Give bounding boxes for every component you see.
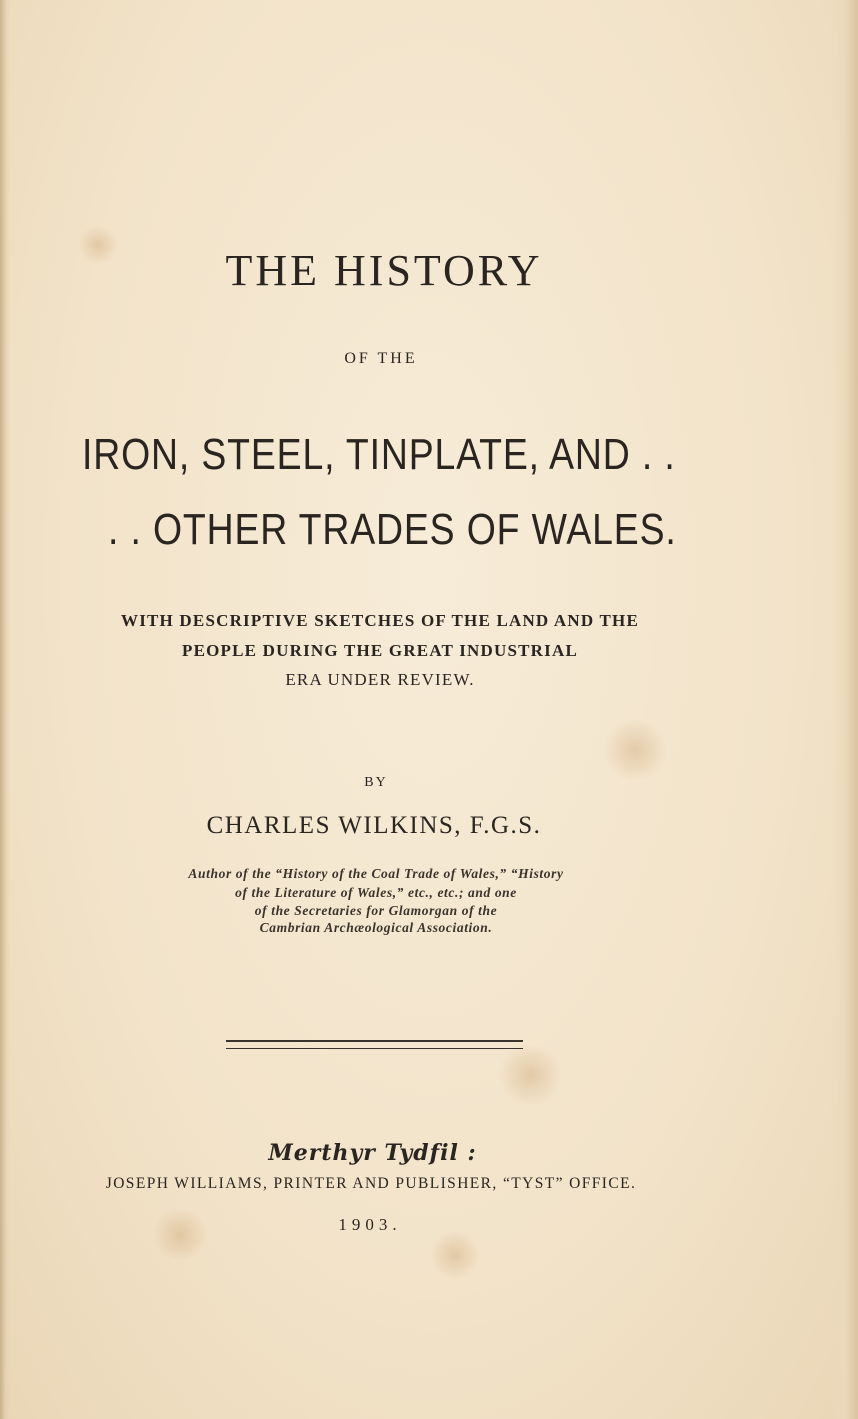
author-credentials-line-3: of the Secretaries for Glamorgan of the	[254, 903, 498, 918]
imprint-printer: JOSEPH WILLIAMS, PRINTER AND PUBLISHER, “TYST” OFFICE.	[105, 1175, 637, 1192]
foxing-spot	[495, 1045, 565, 1105]
by-label: BY	[364, 775, 388, 790]
imprint-place: Merthyr Tydfil :	[268, 1140, 477, 1166]
page-edge-right	[832, 0, 858, 1419]
author-name: CHARLES WILKINS, F.G.S.	[206, 812, 542, 839]
title-connector: OF THE	[344, 350, 418, 367]
subject-line-1: IRON, STEEL, TINPLATE, AND . .	[82, 430, 676, 479]
author-credentials-line-4: Cambrian Archæological Association.	[259, 920, 493, 935]
book-title: THE HISTORY	[225, 246, 543, 295]
double-rule-divider	[226, 1040, 523, 1049]
foxing-spot	[600, 720, 670, 780]
author-credentials-line-2: of the Literature of Wales,” etc., etc.; and one	[235, 885, 517, 900]
description-line-2: PEOPLE DURING THE GREAT INDUSTRIAL	[182, 641, 578, 660]
imprint-year: 1903.	[338, 1215, 402, 1234]
subject-line-2: . . OTHER TRADES OF WALES.	[108, 505, 677, 554]
foxing-spot	[430, 1230, 480, 1280]
author-credentials-line-1: Author of the “History of the Coal Trade of Wales,” “History	[188, 866, 564, 881]
page-edge-left	[0, 0, 10, 1419]
description-line-3: ERA UNDER REVIEW.	[285, 670, 475, 689]
description-line-1: WITH DESCRIPTIVE SKETCHES OF THE LAND AND THE	[121, 611, 639, 630]
